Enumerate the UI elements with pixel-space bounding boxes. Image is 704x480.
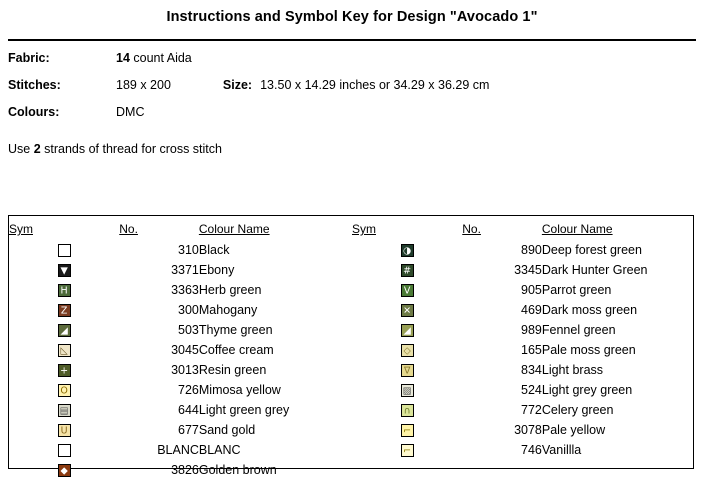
- symbol-swatch-icon: ⌐: [401, 444, 414, 457]
- strands-suffix: strands of thread for cross stitch: [40, 142, 222, 156]
- cell-colour-name: Vanillla: [541, 443, 582, 457]
- cell-number: 890: [521, 243, 542, 257]
- cell-symbol: [352, 420, 462, 440]
- cell-number: 3363: [171, 283, 199, 297]
- size-label: Size:: [222, 78, 253, 92]
- cell-symbol: [352, 320, 462, 340]
- symbol-swatch-icon: ∇: [401, 364, 414, 377]
- cell-number: 746: [521, 443, 542, 457]
- cell-symbol: [352, 360, 462, 380]
- table-row: [352, 320, 695, 340]
- table-row: [9, 420, 352, 440]
- cell-symbol: [9, 280, 119, 300]
- cell-number: 772: [521, 403, 542, 417]
- cell-colour-name: Sand gold: [198, 423, 256, 437]
- cell-colour-name: Golden brown: [198, 463, 277, 477]
- cell-number: 677: [178, 423, 199, 437]
- cell-number: 524: [521, 383, 542, 397]
- table-row: [9, 280, 352, 300]
- symbol-swatch-icon: +: [58, 364, 71, 377]
- cell-number: 905: [521, 283, 542, 297]
- cell-colour-name: Dark moss green: [541, 303, 638, 317]
- cell-colour-name: BLANC: [198, 443, 241, 457]
- cell-symbol: [352, 380, 462, 400]
- cell-symbol: [9, 300, 119, 320]
- cell-number: 989: [521, 323, 542, 337]
- symbol-key-column-right: [352, 222, 695, 468]
- cell-colour-name: Light brass: [541, 363, 604, 377]
- strands-instruction: [8, 142, 704, 156]
- cell-symbol: [9, 400, 119, 420]
- cell-colour-name: Thyme green: [198, 323, 273, 337]
- cell-colour-name: Dark Hunter Green: [541, 263, 648, 277]
- fabric-count-suffix: count Aida: [129, 51, 192, 65]
- table-row: [9, 440, 352, 460]
- cell-colour-name: Mahogany: [198, 303, 258, 317]
- cell-number: 300: [178, 303, 199, 317]
- cell-number: 726: [178, 383, 199, 397]
- fabric-label: Fabric:: [8, 51, 50, 65]
- header-colour-name: Colour Name: [198, 222, 270, 236]
- cell-number: 469: [521, 303, 542, 317]
- fabric-row: [8, 51, 704, 78]
- cell-colour-name: Celery green: [541, 403, 614, 417]
- table-row: [352, 260, 695, 280]
- header-sym: Sym: [9, 222, 33, 236]
- table-header-row: [9, 222, 352, 240]
- symbol-swatch-icon: [58, 244, 71, 257]
- page-title: Instructions and Symbol Key for Design "Avocado 1": [166, 9, 538, 25]
- cell-colour-name: Resin green: [198, 363, 267, 377]
- symbol-swatch-icon: ◢: [401, 324, 414, 337]
- cell-symbol: [9, 440, 119, 460]
- symbol-key-table-right: [352, 222, 695, 460]
- cell-colour-name: Coffee cream: [198, 343, 274, 357]
- table-row: [9, 340, 352, 360]
- header-colour-name: Colour Name: [541, 222, 613, 236]
- cell-number: 503: [178, 323, 199, 337]
- table-row: [352, 300, 695, 320]
- table-row: [352, 360, 695, 380]
- symbol-swatch-icon: ▼: [58, 264, 71, 277]
- cell-number: 3013: [171, 363, 199, 377]
- symbol-swatch-icon: U: [58, 424, 71, 437]
- symbol-swatch-icon: O: [58, 384, 71, 397]
- header-no: No.: [119, 222, 138, 236]
- cell-symbol: [352, 440, 462, 460]
- stitches-label: Stitches:: [8, 78, 61, 92]
- symbol-swatch-icon: V: [401, 284, 414, 297]
- cell-number: 3826: [171, 463, 199, 477]
- table-row: [352, 280, 695, 300]
- table-row: [9, 380, 352, 400]
- cell-number: BLANC: [157, 443, 199, 457]
- cell-symbol: [9, 320, 119, 340]
- symbol-swatch-icon: ◢: [58, 324, 71, 337]
- size-value: 13.50 x 14.29 inches or 34.29 x 36.29 cm: [260, 78, 490, 92]
- cell-symbol: [352, 400, 462, 420]
- cell-number: 3371: [171, 263, 199, 277]
- symbol-swatch-icon: ⌐: [401, 424, 414, 437]
- symbol-key-body-left: [9, 240, 352, 480]
- symbol-swatch-icon: H: [58, 284, 71, 297]
- stitches-value: 189 x 200: [116, 78, 171, 92]
- symbol-key-table-left: [9, 222, 352, 480]
- cell-symbol: [352, 240, 462, 260]
- cell-colour-name: Light grey green: [541, 383, 633, 397]
- cell-colour-name: Pale moss green: [541, 343, 636, 357]
- cell-symbol: [352, 300, 462, 320]
- instructions-page: [0, 9, 704, 477]
- cell-symbol: [352, 260, 462, 280]
- cell-colour-name: Herb green: [198, 283, 262, 297]
- symbol-swatch-icon: ▤: [58, 404, 71, 417]
- design-info: [8, 41, 704, 132]
- symbol-swatch-icon: Z: [58, 304, 71, 317]
- header-no: No.: [462, 222, 481, 236]
- table-row: [9, 240, 352, 260]
- cell-colour-name: Ebony: [198, 263, 235, 277]
- symbol-swatch-icon: ◇: [401, 344, 414, 357]
- colours-label: Colours:: [8, 105, 60, 119]
- cell-number: 3078: [514, 423, 542, 437]
- table-row: [9, 460, 352, 480]
- cell-symbol: [9, 380, 119, 400]
- table-row: [9, 360, 352, 380]
- table-row: [352, 240, 695, 260]
- cell-symbol: [9, 460, 119, 480]
- table-row: [352, 380, 695, 400]
- cell-colour-name: Mimosa yellow: [198, 383, 281, 397]
- cell-colour-name: Deep forest green: [541, 243, 642, 257]
- cell-number: 165: [521, 343, 542, 357]
- symbol-swatch-icon: ◺: [58, 344, 71, 357]
- strands-count: 2: [33, 142, 41, 156]
- colours-value: DMC: [116, 105, 145, 119]
- cell-colour-name: Light green grey: [198, 403, 290, 417]
- table-header-row: [352, 222, 695, 240]
- table-row: [352, 440, 695, 460]
- cell-symbol: [9, 360, 119, 380]
- table-row: [352, 420, 695, 440]
- symbol-swatch-icon: ▨: [401, 384, 414, 397]
- cell-number: 3345: [514, 263, 542, 277]
- cell-number: 310: [178, 243, 199, 257]
- symbol-key-body-right: [352, 240, 695, 460]
- cell-colour-name: Parrot green: [541, 283, 612, 297]
- symbol-key-box: [8, 215, 694, 477]
- symbol-swatch-icon: ✕: [401, 304, 414, 317]
- cell-symbol: [9, 340, 119, 360]
- cell-colour-name: Pale yellow: [541, 423, 606, 437]
- cell-symbol: [352, 280, 462, 300]
- colours-row: [8, 105, 704, 132]
- cell-symbol: [9, 240, 119, 260]
- cell-symbol: [352, 340, 462, 360]
- cell-symbol: [9, 420, 119, 440]
- symbol-swatch-icon: [58, 444, 71, 457]
- table-row: [352, 400, 695, 420]
- cell-colour-name: Fennel green: [541, 323, 616, 337]
- table-row: [9, 400, 352, 420]
- cell-colour-name: Black: [198, 243, 230, 257]
- strands-prefix: Use: [8, 142, 34, 156]
- stitches-row: [8, 78, 704, 105]
- symbol-swatch-icon: ◆: [58, 464, 71, 477]
- table-row: [9, 260, 352, 280]
- symbol-swatch-icon: ◑: [401, 244, 414, 257]
- cell-number: 834: [521, 363, 542, 377]
- cell-number: 644: [178, 403, 199, 417]
- fabric-count: 14: [116, 51, 130, 65]
- symbol-swatch-icon: ∩: [401, 404, 414, 417]
- cell-symbol: [9, 260, 119, 280]
- cell-number: 3045: [171, 343, 199, 357]
- header-sym: Sym: [352, 222, 376, 236]
- fabric-value: [116, 51, 192, 65]
- table-row: [9, 300, 352, 320]
- table-row: [9, 320, 352, 340]
- table-row: [352, 340, 695, 360]
- symbol-swatch-icon: #: [401, 264, 414, 277]
- symbol-key-column-left: [9, 222, 352, 477]
